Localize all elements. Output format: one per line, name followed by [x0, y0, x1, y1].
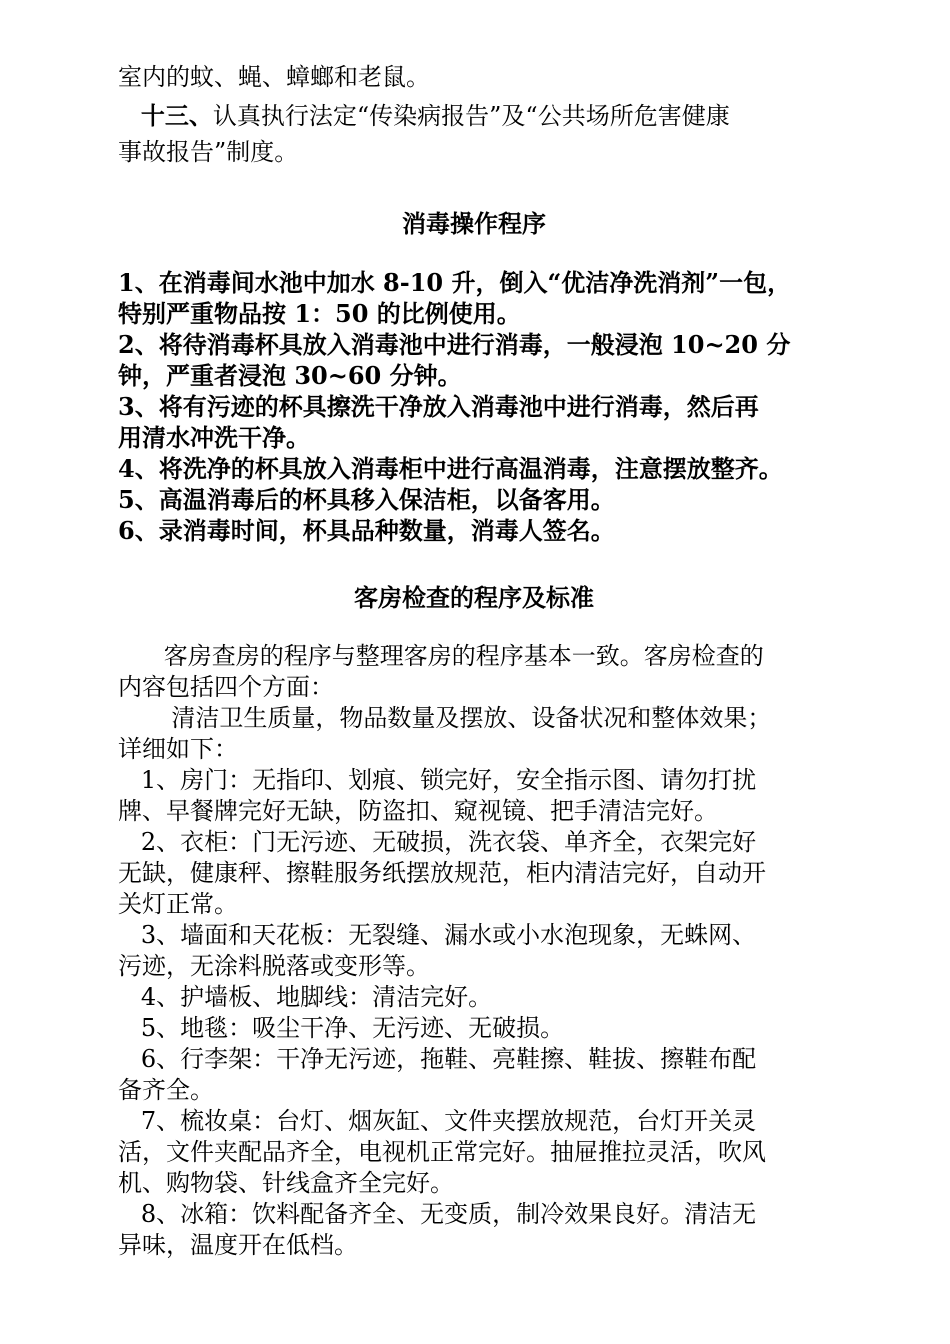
text-line: 室内的蚊、蝇、蟑螂和老鼠。 — [118, 63, 430, 91]
item-13-text: 认真执行法定“传染病报告”及“公共场所危害健康 — [212, 102, 730, 130]
intro-line: 清洁卫生质量，物品数量及摆放、设备状况和整体效果； — [118, 704, 772, 732]
check-item-line: 7、梳妆桌：台灯、烟灰缸、文件夹摆放规范，台灯开关灵 — [118, 1107, 757, 1135]
check-item — [118, 1013, 830, 1044]
check-item-line: 备齐全。 — [118, 1076, 214, 1104]
check-item — [118, 827, 830, 920]
check-item-line: 异味，温度开在低档。 — [118, 1231, 358, 1259]
room-check-intro — [118, 641, 830, 765]
check-item-line: 3、墙面和天花板：无裂缝、漏水或小水泡现象，无蛛网、 — [118, 921, 757, 949]
disinfection-line: 用清水冲洗干净。 — [118, 423, 310, 452]
check-item — [118, 765, 830, 827]
item-13-number: 十三、 — [140, 101, 213, 130]
room-check-items — [118, 765, 830, 1261]
disinfection-line: 4、将洗净的杯具放入消毒柜中进行高温消毒，注意摆放整齐。 — [118, 454, 783, 483]
check-item — [118, 1199, 830, 1261]
item-13-line — [118, 95, 830, 137]
check-item-line: 机、购物袋、针线盒齐全完好。 — [118, 1169, 454, 1197]
check-item-line: 6、行李架：干净无污迹，拖鞋、亮鞋擦、鞋拔、擦鞋布配 — [118, 1045, 757, 1073]
check-item-line: 1、房门：无指印、划痕、锁完好，安全指示图、请勿打扰 — [118, 766, 757, 794]
check-item — [118, 982, 830, 1013]
intro-line: 内容包括四个方面： — [118, 673, 334, 701]
check-item-line: 8、冰箱：饮料配备齐全、无变质，制冷效果良好。清洁无 — [118, 1200, 757, 1228]
disinfection-line: 特别严重物品按 1：50 的比例使用。 — [118, 299, 521, 328]
disinfection-line: 1、在消毒间水池中加水 8-10 升，倒入“优洁净洗消剂”一包， — [118, 268, 792, 297]
check-item-line: 活，文件夹配品齐全，电视机正常完好。抽屉推拉灵活，吹风 — [118, 1138, 766, 1166]
section-title: 消毒操作程序 — [402, 209, 546, 238]
disinfection-steps — [118, 267, 830, 546]
disinfection-line: 5、高温消毒后的杯具移入保洁柜，以备客用。 — [118, 485, 615, 514]
disinfection-line: 6、录消毒时间，杯具品种数量，消毒人签名。 — [118, 516, 615, 545]
disinfection-line: 钟，严重者浸泡 30~60 分钟。 — [118, 361, 462, 390]
check-item-line: 5、地毯：吸尘干净、无污迹、无破损。 — [118, 1014, 565, 1042]
check-item — [118, 920, 830, 982]
section-title: 客房检查的程序及标准 — [354, 583, 594, 612]
intro-line: 客房查房的程序与整理客房的程序基本一致。客房检查的 — [118, 642, 764, 670]
disinfection-line: 3、将有污迹的杯具擦洗干净放入消毒池中进行消毒，然后再 — [118, 392, 759, 421]
disinfection-line: 2、将待消毒杯具放入消毒池中进行消毒，一般浸泡 10~20 分 — [118, 330, 791, 359]
check-item-line: 污迹，无涂料脱落或变形等。 — [118, 952, 430, 980]
check-item — [118, 1044, 830, 1106]
check-item-line: 牌、早餐牌完好无缺，防盗扣、窥视镜、把手清洁完好。 — [118, 797, 718, 825]
check-item-line: 关灯正常。 — [118, 890, 238, 918]
intro-line: 详细如下： — [118, 735, 238, 763]
check-item — [118, 1106, 830, 1199]
text-line: 事故报告”制度。 — [118, 138, 299, 166]
check-item-line: 4、护墙板、地脚线：清洁完好。 — [118, 983, 493, 1011]
document-page — [118, 62, 830, 1261]
check-item-line: 2、衣柜：门无污迹、无破损，洗衣袋、单齐全，衣架完好 — [118, 828, 757, 856]
check-item-line: 无缺，健康秤、擦鞋服务纸摆放规范，柜内清洁完好，自动开 — [118, 859, 766, 887]
